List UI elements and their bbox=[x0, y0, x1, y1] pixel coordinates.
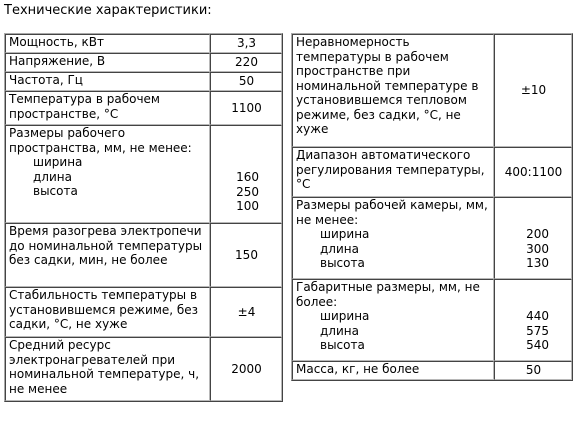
spec-table-left bbox=[4, 33, 283, 402]
sub-label: ширина bbox=[320, 227, 370, 241]
row-label: Напряжение, В bbox=[5, 53, 210, 72]
table-row bbox=[5, 53, 282, 72]
row-value: 2000 bbox=[210, 337, 282, 401]
row-value: 3,3 bbox=[210, 34, 282, 53]
sub-value: 300 bbox=[526, 241, 549, 256]
spec-table-right bbox=[291, 33, 573, 381]
row-value: 150 bbox=[210, 223, 282, 287]
table-row bbox=[5, 223, 282, 287]
table-row bbox=[5, 287, 282, 337]
sub-value: 575 bbox=[526, 323, 549, 338]
table-row bbox=[5, 72, 282, 91]
sub-label: высота bbox=[320, 338, 365, 352]
row-value: 50 bbox=[210, 72, 282, 91]
sub-label: высота bbox=[320, 256, 365, 270]
row-value bbox=[494, 279, 572, 361]
row-value: 1100 bbox=[210, 91, 282, 125]
row-label: Частота, Гц bbox=[5, 72, 210, 91]
row-label: Время разогрева электропечи до номинальной температуры без садки, мин, не более bbox=[5, 223, 210, 287]
row-label bbox=[5, 125, 210, 223]
sub-value: 440 bbox=[526, 309, 549, 323]
sub-label: длина bbox=[33, 169, 72, 184]
row-value: 50 bbox=[494, 361, 572, 380]
row-label bbox=[292, 197, 494, 279]
group-label: Габаритные размеры, мм, не более: bbox=[296, 280, 480, 309]
sub-value: 130 bbox=[526, 256, 549, 270]
row-label: Диапазон автоматического регулирования температуры, °С bbox=[292, 147, 494, 197]
row-value: 220 bbox=[210, 53, 282, 72]
row-label: Мощность, кВт bbox=[5, 34, 210, 53]
sub-value: 160 bbox=[236, 170, 259, 184]
sub-label: длина bbox=[320, 323, 359, 338]
sub-value: 200 bbox=[526, 227, 549, 241]
table-row bbox=[5, 34, 282, 53]
sub-label: ширина bbox=[33, 155, 83, 169]
sub-label: длина bbox=[320, 241, 359, 256]
row-value bbox=[494, 197, 572, 279]
table-row bbox=[5, 337, 282, 401]
table-row bbox=[292, 279, 572, 361]
sub-label: ширина bbox=[320, 309, 370, 323]
group-label: Размеры рабочего пространства, мм, не менее: bbox=[9, 126, 192, 155]
row-label bbox=[292, 279, 494, 361]
sub-value: 540 bbox=[526, 338, 549, 352]
row-label: Температура в рабочем пространстве, °С bbox=[5, 91, 210, 125]
table-row bbox=[5, 91, 282, 125]
group-label: Размеры рабочей камеры, мм, не менее: bbox=[296, 198, 488, 227]
table-row bbox=[5, 125, 282, 223]
page-title: Технические характеристики: bbox=[4, 3, 212, 18]
row-label: Средний ресурс электронагревателей при номинальной температуре, ч, не менее bbox=[5, 337, 210, 401]
sub-label: высота bbox=[33, 184, 78, 198]
row-value: 400:1100 bbox=[494, 147, 572, 197]
row-value: ±10 bbox=[494, 34, 572, 147]
row-label: Масса, кг, не более bbox=[292, 361, 494, 380]
sub-value: 250 bbox=[236, 184, 259, 199]
row-value bbox=[210, 125, 282, 223]
table-row bbox=[292, 197, 572, 279]
row-label: Неравномерность температуры в рабочем пространстве при номинальной температуре в установившемся тепловом режиме, без садки, °С, не хуже bbox=[292, 34, 494, 147]
table-row bbox=[292, 147, 572, 197]
sub-value: 100 bbox=[236, 199, 259, 213]
row-value: ±4 bbox=[210, 287, 282, 337]
table-row bbox=[292, 34, 572, 147]
row-label: Стабильность температуры в установившемся режиме, без садки, °С, не хуже bbox=[5, 287, 210, 337]
table-row bbox=[292, 361, 572, 380]
